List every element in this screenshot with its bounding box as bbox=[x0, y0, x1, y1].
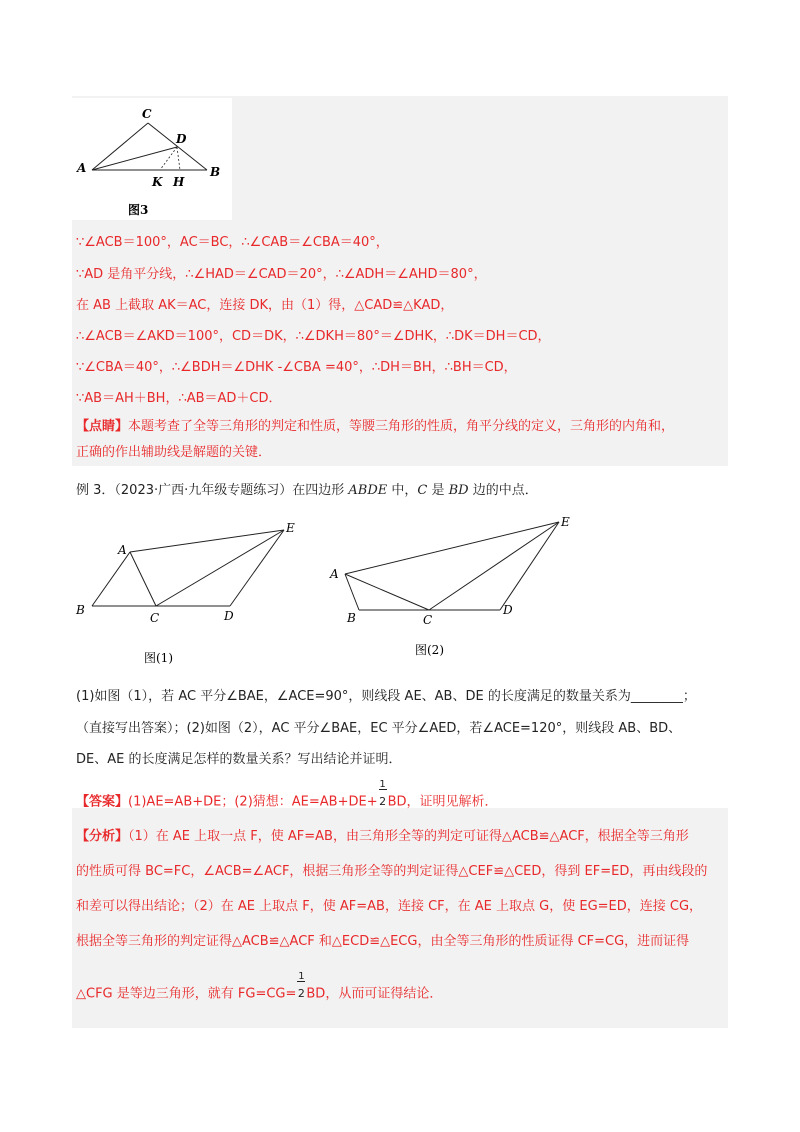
analysis-line-1 bbox=[76, 828, 689, 846]
example-c: C bbox=[417, 483, 428, 498]
fig2-label-a: A bbox=[330, 567, 339, 581]
answer-pre: (1)AE=AB+DE；(2)猜想：AE=AB+DE+ bbox=[128, 794, 378, 810]
analysis-line-2: 的性质可得 BC=FC，∠ACB=∠ACF，根据三角形全等的判定证得△CEF≌△CED，得到 EF=ED，再由线段的 bbox=[76, 864, 708, 879]
proof-line-2: ∵AD 是角平分线，∴∠HAD＝∠CAD＝20°，∴∠ADH＝∠AHD＝80°， bbox=[76, 267, 487, 282]
fig1-label-e: E bbox=[286, 521, 295, 535]
fig2-label-d: D bbox=[503, 603, 513, 617]
fig3-label-d: D bbox=[176, 132, 187, 146]
example-heading bbox=[76, 482, 538, 500]
example-post: 边的中点． bbox=[468, 483, 538, 498]
proof-line-5: ∵∠CBA＝40°，∴∠BDH＝∠DHK -∠CBA =40°，∴DH＝BH，∴BH＝CD， bbox=[76, 360, 517, 375]
figure-2 bbox=[325, 510, 585, 660]
fig1-label-c: C bbox=[150, 611, 160, 625]
fig3-label-k: K bbox=[152, 175, 163, 189]
analysis-text-1: （1）在 AE 上取一点 F，使 AF=AB，由三角形全等的判定可证得△ACB≌△ACF，根据全等三角形 bbox=[128, 829, 689, 844]
fig3-label-b: B bbox=[210, 165, 221, 179]
fig3-label-c: C bbox=[142, 107, 152, 121]
answer-frac-num: 1 bbox=[379, 779, 386, 790]
example-mid: 中， bbox=[387, 483, 418, 498]
dianjing-line-2: 正确的作出辅助线是解题的关键． bbox=[76, 445, 272, 460]
dianjing-text-1: 本题考查了全等三角形的判定和性质，等腰三角形的性质，角平分线的定义，三角形的内角和， bbox=[128, 419, 675, 434]
analysis-line5-post: BD，从而可证得结论． bbox=[306, 986, 443, 1002]
example-quad: ABDE bbox=[348, 483, 388, 498]
fig2-label-c: C bbox=[423, 613, 433, 627]
fig2-label-b: B bbox=[347, 611, 356, 625]
analysis-tag: 【分析】 bbox=[76, 829, 129, 844]
question-line-3: DE、AE 的长度满足怎样的数量关系？写出结论并证明． bbox=[76, 752, 402, 767]
answer-fraction bbox=[378, 779, 388, 811]
fig2-caption: 图(2) bbox=[415, 643, 444, 657]
answer-post: BD，证明见解析． bbox=[387, 794, 498, 810]
analysis-frac-den: 2 bbox=[297, 987, 305, 1000]
fig3-label-h: H bbox=[173, 175, 185, 189]
analysis-fraction bbox=[296, 971, 306, 1003]
analysis-line-5 bbox=[76, 971, 443, 1004]
question-line-2: （直接写出答案）；(2)如图（2），AC 平分∠BAE，EC 平分∠AED，若∠ACE=120°，则线段 AB、BD、 bbox=[76, 721, 682, 736]
analysis-line-3: 和差可以得出结论；（2）在 AE 上取点 F，使 AF=AB，连接 CF，在 AE 上取点 G，使 EG=ED，连接 CG， bbox=[76, 899, 703, 914]
answer-frac-den: 2 bbox=[379, 795, 387, 808]
answer-line bbox=[76, 779, 498, 812]
answer-tag: 【答案】 bbox=[76, 794, 129, 810]
proof-line-1: ∵∠ACB＝100°，AC＝BC，∴∠CAB＝∠CBA＝40°， bbox=[76, 235, 389, 250]
dianjing-line-1 bbox=[76, 418, 674, 436]
analysis-line-4: 根据全等三角形的判定证得△ACB≌△ACF 和△ECD≌△ECG，由全等三角形的性质证得 CF=CG，进而证得 bbox=[76, 934, 690, 949]
proof-line-6: ∵AB＝AH＋BH，∴AB＝AD＋CD． bbox=[76, 391, 282, 406]
dianjing-tag: 【点睛】 bbox=[76, 419, 129, 434]
proof-line-4: ∴∠ACB＝∠AKD＝100°，CD＝DK，∴∠DKH＝80°＝∠DHK，∴DK＝DH＝CD， bbox=[76, 329, 551, 344]
example-mid2: 是 bbox=[427, 483, 449, 498]
proof-line-3: 在 AB 上截取 AK＝AC，连接 DK，由（1）得，△CAD≌△KAD， bbox=[76, 298, 454, 313]
fig1-caption: 图(1) bbox=[144, 651, 173, 665]
question-line-1: (1)如图（1），若 AC 平分∠BAE，∠ACE=90°，则线段 AE、AB、DE 的长度满足的数量关系为________； bbox=[76, 689, 696, 704]
figure-1 bbox=[72, 518, 312, 668]
figure-3 bbox=[72, 98, 232, 220]
fig3-caption: 图3 bbox=[128, 203, 149, 217]
fig2-label-e: E bbox=[561, 515, 570, 529]
analysis-frac-num: 1 bbox=[298, 971, 305, 982]
analysis-line5-pre: △CFG 是等边三角形，就有 FG=CG= bbox=[76, 986, 297, 1002]
example-bd: BD bbox=[448, 483, 469, 498]
example-pre: 例 3．（2023·广西·九年级专题练习）在四边形 bbox=[76, 483, 349, 498]
fig1-label-b: B bbox=[76, 603, 85, 617]
fig1-label-a: A bbox=[118, 543, 127, 557]
fig1-label-d: D bbox=[224, 609, 234, 623]
fig3-label-a: A bbox=[77, 161, 87, 175]
